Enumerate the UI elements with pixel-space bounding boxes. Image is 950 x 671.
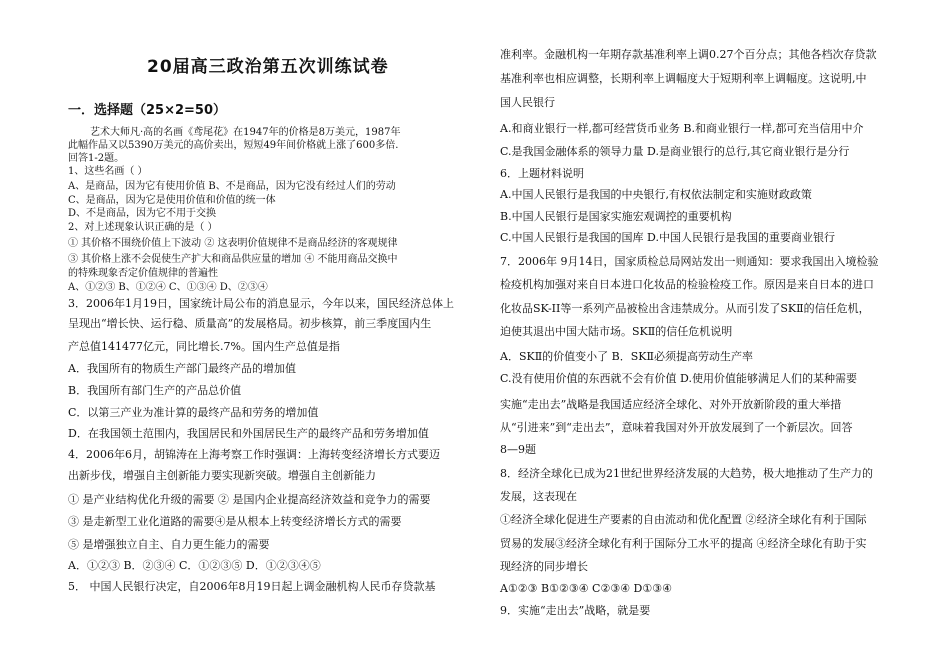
page-title: 20届高三政治第五次训练试卷: [147, 57, 389, 77]
right-text-line: 7．2006年 9月14日，国家质检总局网站发出一则通知：要求我国出入境检验: [500, 255, 879, 268]
left-text-line: ① 是产业结构优化升级的需要 ② 是国内企业提高经济效益和竞争力的需要: [68, 493, 431, 506]
right-text-line: C.是我国金融体系的领导力量 D.是商业银行的总行,其它商业银行是分行: [500, 145, 850, 158]
left-text-line: 4．2006年6月，胡锦涛在上海考察工作时强调：上海转变经济增长方式要迈: [68, 448, 440, 461]
section-heading: 一．选择题（25×2=50）: [68, 103, 227, 118]
right-text-line: 化妆品SK-II等一系列产品被检出含违禁成分。从而引发了SKⅡ的信任危机，: [500, 302, 870, 315]
left-text-line: 呈现出“增长快、运行稳、质量高”的发展格局。初步核算，前三季度国内生: [68, 317, 432, 330]
right-text-line: 基准利率也相应调整，长期利率上调幅度大于短期利率上调幅度。这说明,中: [500, 72, 867, 85]
left-text-line: A、①②③ B、①②④ C、①③④ D、②③④: [68, 282, 268, 293]
left-text-line: A．我国所有的物质生产部门最终产品的增加值: [68, 362, 296, 375]
left-text-line: 5． 中国人民银行决定，自2006年8月19日起上调金融机构人民币存贷款基: [68, 580, 436, 593]
left-text-line: A．①②③ B．②③④ C．①②③⑤ D．①②③④⑤: [68, 559, 321, 572]
right-text-line: 迫使其退出中国大陆市场。SKⅡ的信任危机说明: [500, 325, 733, 338]
left-text-line: ① 其价格不围绕价值上下波动 ② 这表明价值规律不是商品经济的客观规律: [68, 238, 398, 249]
left-text-line: ③ 是走新型工业化道路的需要④是从根本上转变经济增长方式的需要: [68, 515, 402, 528]
left-text-line: ⑤ 是增强独立自主、自力更生能力的需要: [68, 538, 270, 551]
right-text-line: A.中国人民银行是我国的中央银行,有权依法制定和实施财政政策: [500, 188, 812, 201]
left-text-line: 此幅作品又以5390万美元的高价卖出，短短49年间价格就上涨了600多倍.: [68, 140, 399, 151]
left-text-line: 的特殊现象否定价值规律的普遍性: [68, 268, 218, 279]
left-text-line: 产总值141477亿元，同比增长.7%。国内生产总值是指: [68, 340, 340, 353]
left-text-line: B．我国所有部门生产的产品总价值: [68, 384, 242, 397]
left-text-line: 回答1-2题。: [68, 153, 125, 164]
right-text-line: 准利率。金融机构一年期存款基准利率上调0.27个百分点；其他各档次存贷款: [500, 48, 877, 61]
right-text-line: A①②③ B①②③④ C②③④ D①③④: [500, 582, 672, 595]
left-text-line: ③ 其价格上涨不会促使生产扩大和商品供应量的增加 ④ 不能用商品交换中: [68, 254, 398, 265]
left-text-line: A、是商品，因为它有使用价值 B、不是商品，因为它没有经过人们的劳动: [68, 181, 396, 192]
right-text-line: B.中国人民银行是国家实施宏观调控的重要机构: [500, 210, 732, 223]
right-text-line: ①经济全球化促进生产要素的自由流动和优化配置 ②经济全球化有利于国际: [500, 513, 867, 526]
right-text-line: 8—9题: [500, 443, 536, 456]
right-text-line: 检疫机构加强对来自日本进口化妆品的检验检疫工作。原因是来自日本的进口: [500, 278, 874, 291]
right-text-line: C.中国人民银行是我国的国库 D.中国人民银行是我国的重要商业银行: [500, 231, 835, 244]
right-text-line: 9．实施“走出去”战略，就是要: [500, 604, 651, 617]
left-text-line: D、不是商品，因为它不用于交换: [68, 208, 217, 219]
right-text-line: 现经济的同步增长: [500, 560, 588, 573]
right-text-line: A．SKⅡ的价值变小了 B．SKⅡ必须提高劳动生产率: [500, 350, 753, 363]
right-text-line: 贸易的发展③经济全球化有利于国际分工水平的提高 ④经济全球化有助于实: [500, 537, 867, 550]
left-text-line: C．以第三产业为准计算的最终产品和劳务的增加值: [68, 406, 319, 419]
left-text-line: 出新步伐，增强自主创新能力要实现新突破。增强自主创新能力: [68, 469, 376, 482]
right-text-line: C.没有使用价值的东西就不会有价值 D.使用价值能够满足人们的某种需要: [500, 372, 857, 385]
right-text-line: A.和商业银行一样,都可经营货币业务 B.和商业银行一样,都可充当信用中介: [500, 122, 864, 135]
left-text-line: 3．2006年1月19日，国家统计局公布的消息显示，今年以来，国民经济总体上: [68, 297, 454, 310]
right-text-line: 国人民银行: [500, 96, 555, 109]
left-text-line: 2、对上述现象认识正确的是（ ）: [68, 222, 218, 233]
right-text-line: 发展，这表现在: [500, 490, 577, 503]
left-text-line: C、是商品，因为它是使用价值和价值的统一体: [68, 195, 276, 206]
right-text-line: 实施“走出去”战略是我国适应经济全球化、对外开放新阶段的重大举措: [500, 398, 842, 411]
left-text-line: D．在我国领土范围内，我国居民和外国居民生产的最终产品和劳务增加值: [68, 427, 429, 440]
right-text-line: 从“引进来”到“走出去”，意味着我国对外开放发展到了一个新层次。回答: [500, 421, 853, 434]
right-text-line: 6．上题材料说明: [500, 167, 584, 180]
left-text-line: 艺术大师凡·高的名画《鸢尾花》在1947年的价格是8万美元，1987年: [90, 127, 401, 138]
right-text-line: 8．经济全球化已成为21世纪世界经济发展的大趋势，极大地推动了生产力的: [500, 467, 873, 480]
left-text-line: 1、这些名画（ ）: [68, 166, 148, 177]
